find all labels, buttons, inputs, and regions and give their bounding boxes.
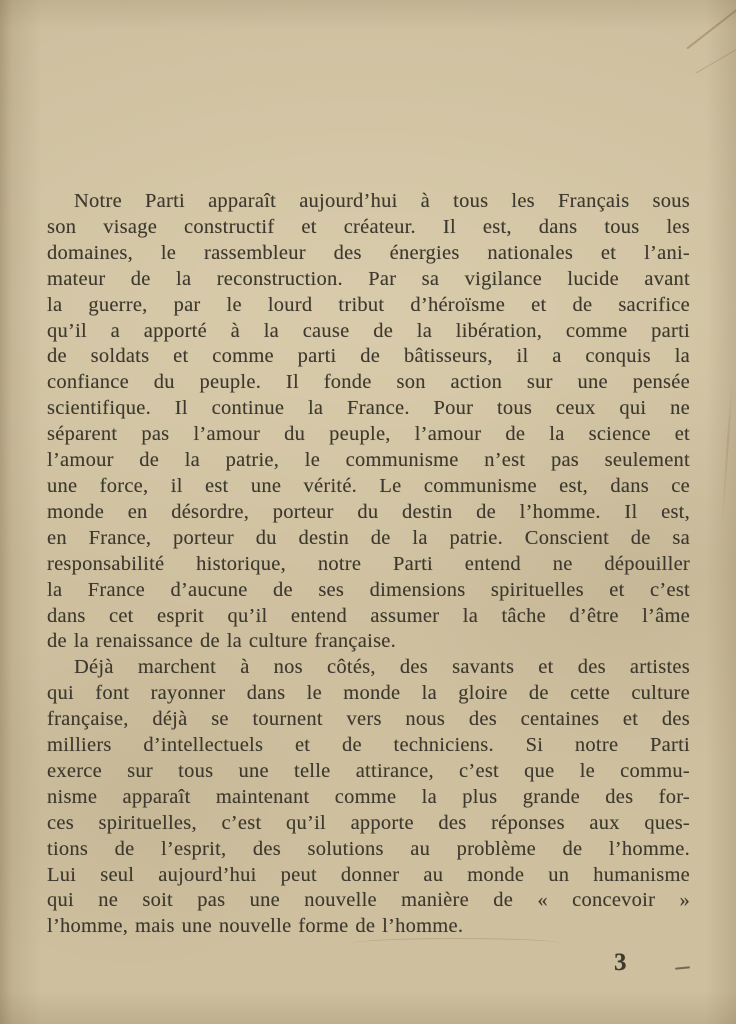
text-line: l’homme, mais une nouvelle forme de l’homme. [47,915,464,938]
paragraph [47,189,690,655]
text-line: qu’il a apporté à la cause de la libération, comme parti [47,319,690,342]
text-line: l’amour de la patrie, le communisme n’est pas seulement [47,449,690,472]
text-line: française, déjà se tournent vers nous des centaines et des [47,708,690,731]
text-line: scientifique. Il continue la France. Pour tous ceux qui ne [47,397,690,420]
text-line: qui ne soit pas une nouvelle manière de « concevoir » [47,889,690,912]
paper-crease-top-right-1 [686,8,736,49]
text-line: de la renaissance de la culture française. [47,630,397,653]
text-line: exerce sur tous une telle attirance, c’est que le commu- [47,759,690,782]
text-line: la guerre, par le lourd tribut d’héroïsme et de sacrifice [47,293,690,316]
paper-crease-right-mid [721,380,733,530]
text-line: de soldats et comme parti de bâtisseurs, il a conquis la [47,345,690,368]
text-line: en France, porteur du destin de la patrie. Conscient de sa [47,526,690,549]
page-number: 3 [614,949,627,976]
text-line: nisme apparaît maintenant comme la plus grande des for- [47,785,690,808]
text-line: Déjà marchent à nos côtés, des savants et des artistes [74,656,690,679]
text-line: monde en désordre, porteur du destin de l’homme. Il est, [47,500,690,523]
text-line: tions de l’esprit, des solutions au problème de l’homme. [47,837,690,860]
text-line: Notre Parti apparaît aujourd’hui à tous les Français sous [74,190,690,212]
text-line: responsabilité historique, notre Parti entend ne dépouiller [47,552,690,575]
page-text [47,189,690,940]
text-line: Lui seul aujourd’hui peut donner au monde un humanisme [47,863,690,886]
text-line: la France d’aucune de ses dimensions spirituelles et c’est [47,578,690,601]
paper-crease-top-right-2 [696,44,736,74]
text-line: mateur de la reconstruction. Par sa vigilance lucide avant [47,267,690,290]
text-line: une force, il est une vérité. Le communisme est, dans ce [47,474,690,497]
text-line: son visage constructif et créateur. Il est, dans tous les [47,215,690,238]
text-line: séparent pas l’amour du peuple, l’amour de la science et [47,423,690,446]
margin-dash [675,966,690,969]
text-line: domaines, le rassembleur des énergies nationales et l’ani- [47,241,690,264]
paragraph [47,655,690,940]
text-line: ces spirituelles, c’est qu’il apporte des réponses aux ques- [47,811,690,834]
text-line: milliers d’intellectuels et de techniciens. Si notre Parti [47,734,690,757]
text-line: confiance du peuple. Il fonde son action sur une pensée [47,371,690,394]
text-line: dans cet esprit qu’il entend assumer la tâche d’être l’âme [47,604,690,627]
text-line: qui font rayonner dans le monde la gloire de cette culture [47,682,690,705]
